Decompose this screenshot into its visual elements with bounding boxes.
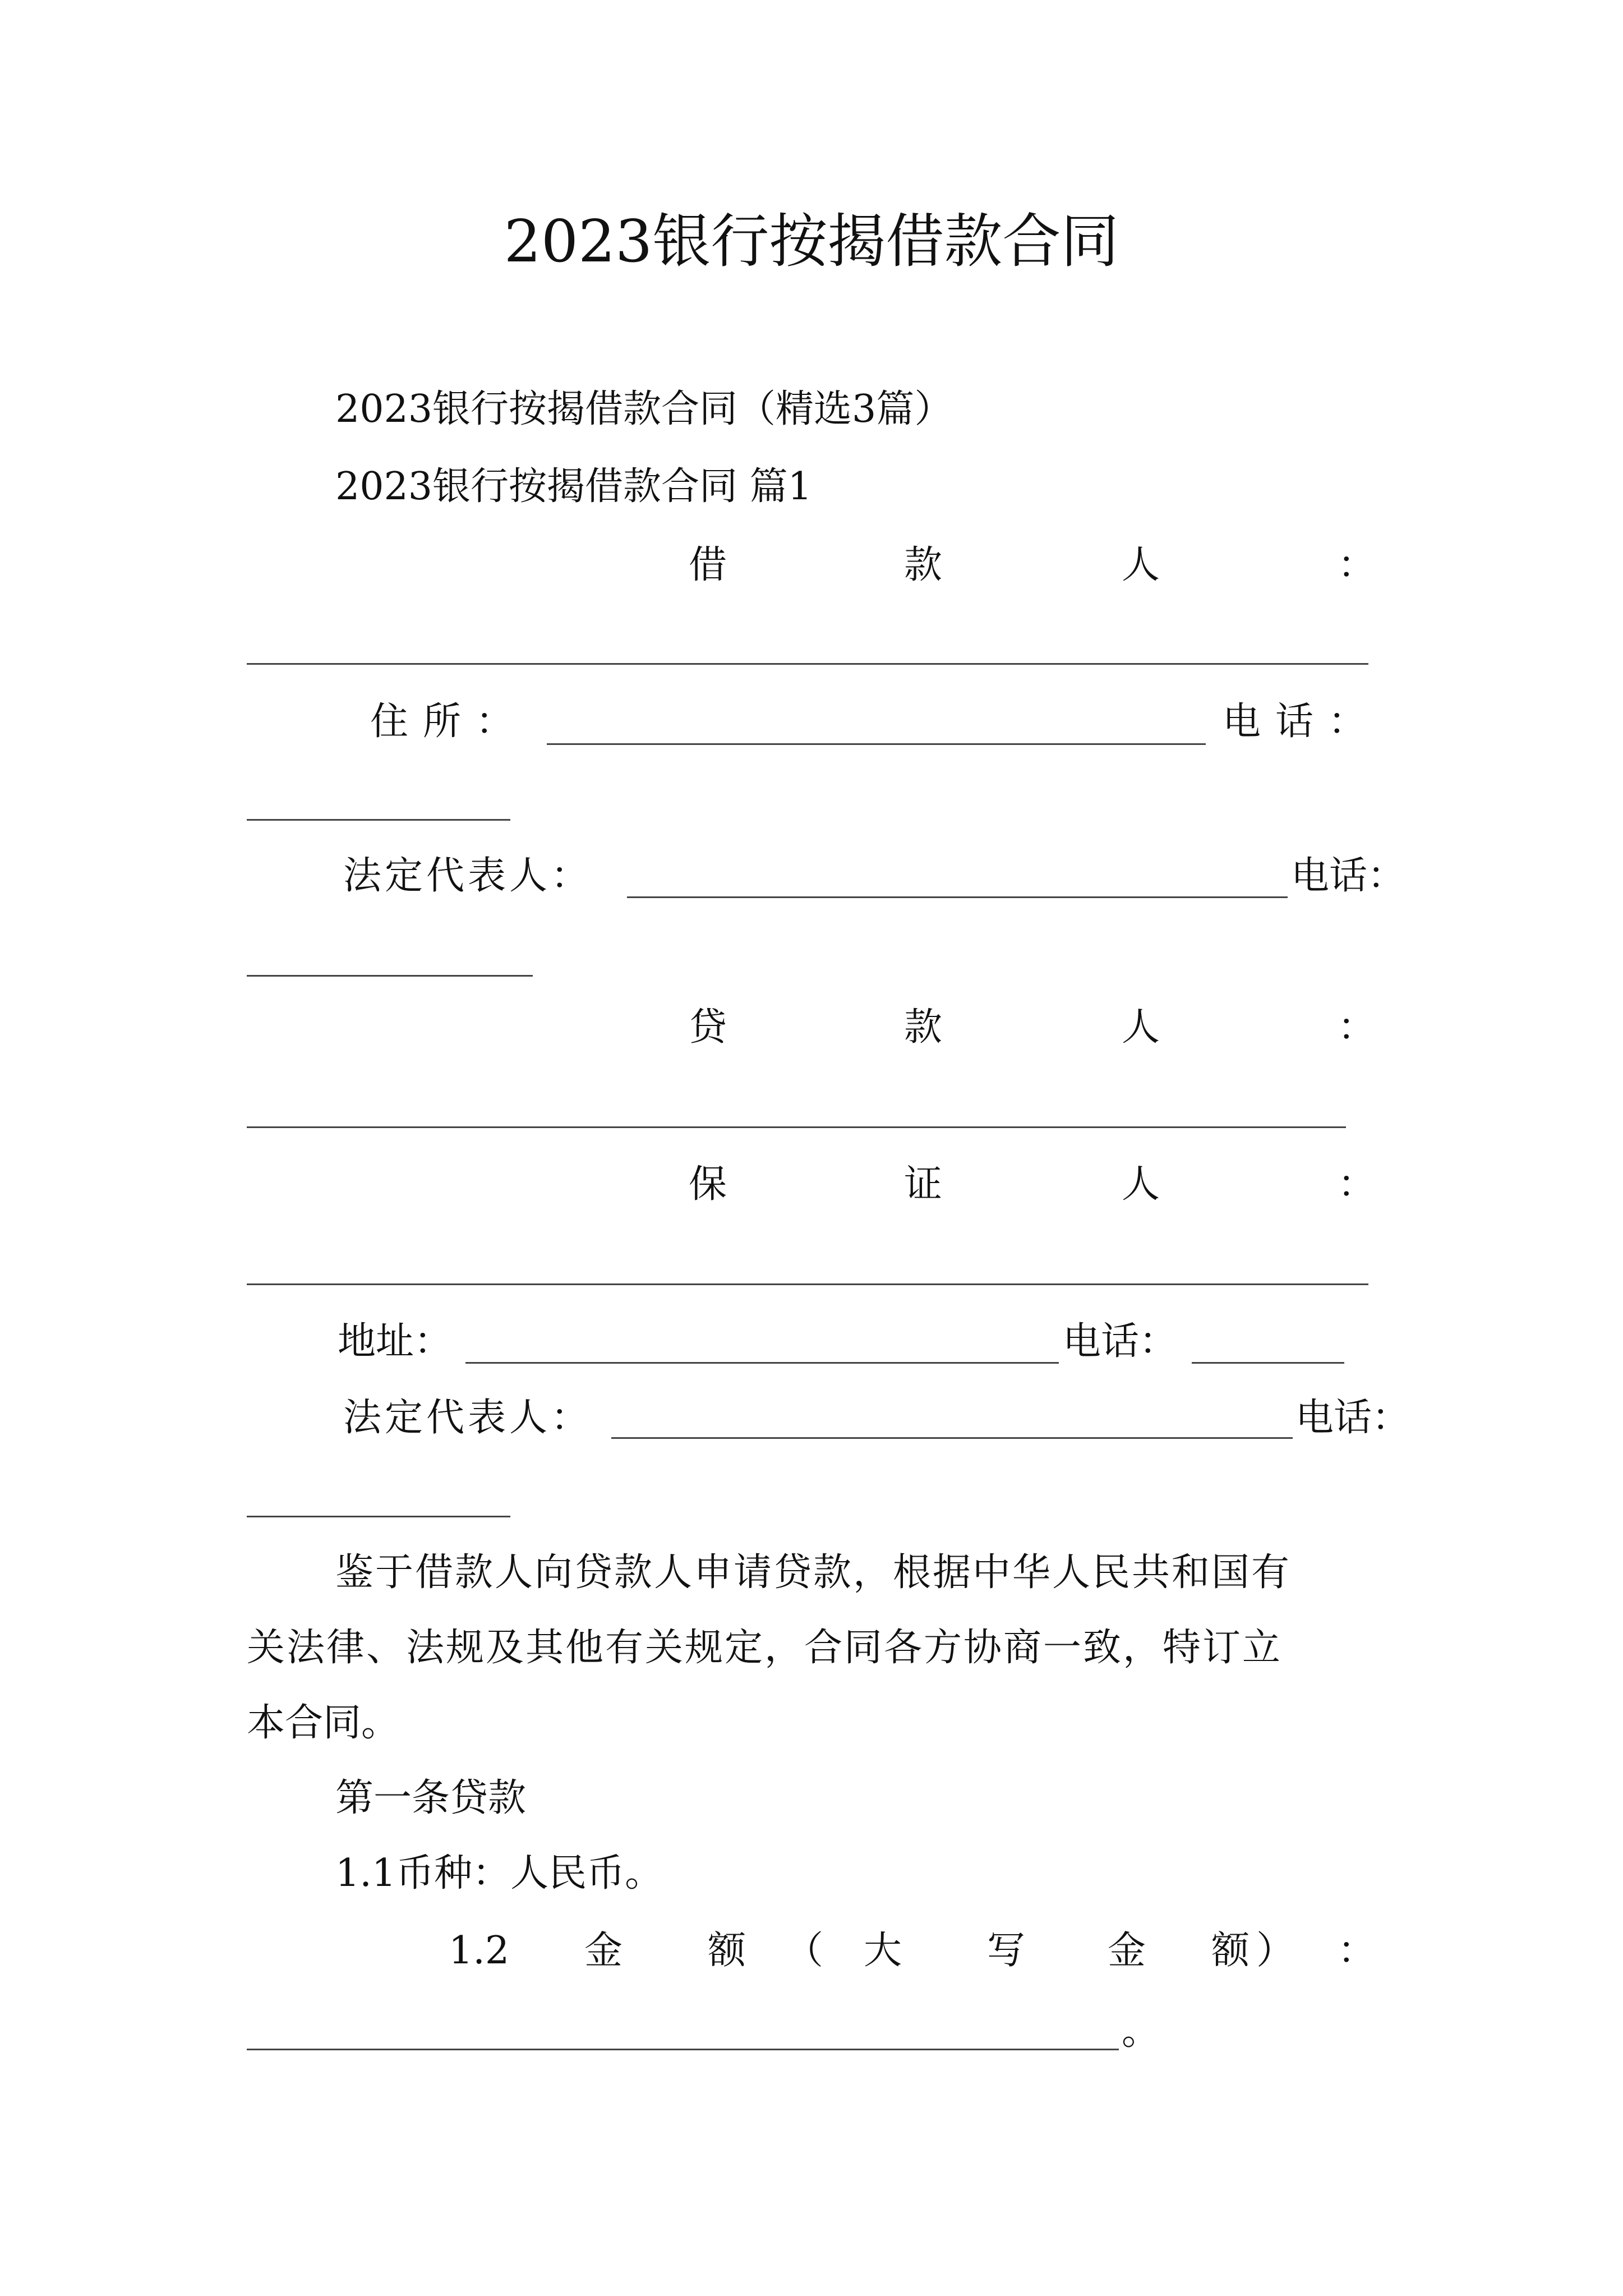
- guarantor-address-label: 地址：: [338, 1319, 453, 1364]
- borrower-legal-rep-phone-label: 电话：: [1291, 854, 1406, 898]
- article-1-heading: 第一条贷款: [335, 1776, 527, 1820]
- borrower-address-label: 住所：: [370, 700, 529, 744]
- item-1-2-token: 额: [1211, 1929, 1250, 1973]
- guarantor-phone-label: 电话：: [1063, 1319, 1178, 1364]
- borrower-label: [0, 543, 1623, 588]
- lender-name-blank: [247, 1126, 1346, 1128]
- borrower-legal-rep-label: 法定代表人：: [343, 854, 593, 898]
- borrower-label-char: ：: [1338, 543, 1376, 587]
- preamble-line-2: 关法律、法规及其他有关规定，合同各方协商一致，特订立: [247, 1626, 1283, 1670]
- borrower-label-char: 款: [904, 543, 943, 587]
- lender-label-char: 人: [1122, 1005, 1160, 1050]
- lender-label-char: ：: [1338, 1005, 1376, 1050]
- part-heading: 2023银行按揭借款合同 篇1: [335, 464, 812, 509]
- item-1-2-token: 金: [584, 1929, 623, 1973]
- article-1-item-1-1: 1.1币种：人民币。: [335, 1851, 663, 1895]
- item-1-2-token: （: [785, 1929, 824, 1973]
- item-1-2-token: 大: [864, 1929, 902, 1973]
- borrower-phone-label: 电话：: [1223, 700, 1381, 744]
- lender-label: [0, 1005, 1623, 1050]
- guarantor-legal-rep-blank: [611, 1437, 1293, 1439]
- guarantor-label-char: 证: [904, 1162, 943, 1207]
- guarantor-legal-rep-label: 法定代表人：: [343, 1396, 593, 1440]
- borrower-legal-rep-phone-blank: [247, 975, 533, 977]
- guarantor-label-char: ：: [1338, 1162, 1376, 1207]
- amount-blank: [247, 2049, 1119, 2050]
- preamble-line-1: 鉴于借款人向贷款人申请贷款，根据中华人民共和国有: [335, 1550, 1292, 1595]
- borrower-name-blank: [247, 663, 1368, 665]
- preamble-line-3: 本合同。: [247, 1701, 400, 1745]
- guarantor-label: [0, 1162, 1623, 1207]
- amount-end-mark: 。: [1122, 2009, 1160, 2054]
- article-1-item-1-2: [0, 1929, 1623, 1973]
- guarantor-label-char: 人: [1122, 1162, 1160, 1207]
- item-1-2-token: ）: [1256, 1929, 1295, 1973]
- guarantor-phone-blank: [1192, 1362, 1344, 1364]
- item-1-2-token: ：: [1338, 1929, 1376, 1973]
- item-1-2-token: 写: [987, 1929, 1026, 1973]
- lender-label-char: 贷: [689, 1005, 727, 1050]
- guarantor-name-blank: [247, 1283, 1368, 1285]
- guarantor-address-blank: [465, 1362, 1059, 1364]
- borrower-phone-blank: [247, 819, 510, 821]
- item-1-2-token: 金: [1108, 1929, 1146, 1973]
- item-1-2-token: 1.2: [449, 1929, 510, 1973]
- guarantor-legal-rep-phone-label: 电话：: [1295, 1396, 1410, 1440]
- lender-label-char: 款: [904, 1005, 943, 1050]
- guarantor-label-char: 保: [689, 1162, 727, 1207]
- borrower-label-char: 人: [1122, 543, 1160, 587]
- borrower-legal-rep-blank: [627, 896, 1288, 898]
- item-1-2-token: 额: [708, 1929, 746, 1973]
- borrower-label-char: 借: [689, 543, 727, 587]
- subtitle: 2023银行按揭借款合同（精选3篇）: [335, 387, 953, 431]
- guarantor-legal-rep-phone-blank: [247, 1516, 510, 1517]
- borrower-address-blank: [547, 743, 1206, 745]
- document-title: 2023银行按揭借款合同: [504, 207, 1119, 275]
